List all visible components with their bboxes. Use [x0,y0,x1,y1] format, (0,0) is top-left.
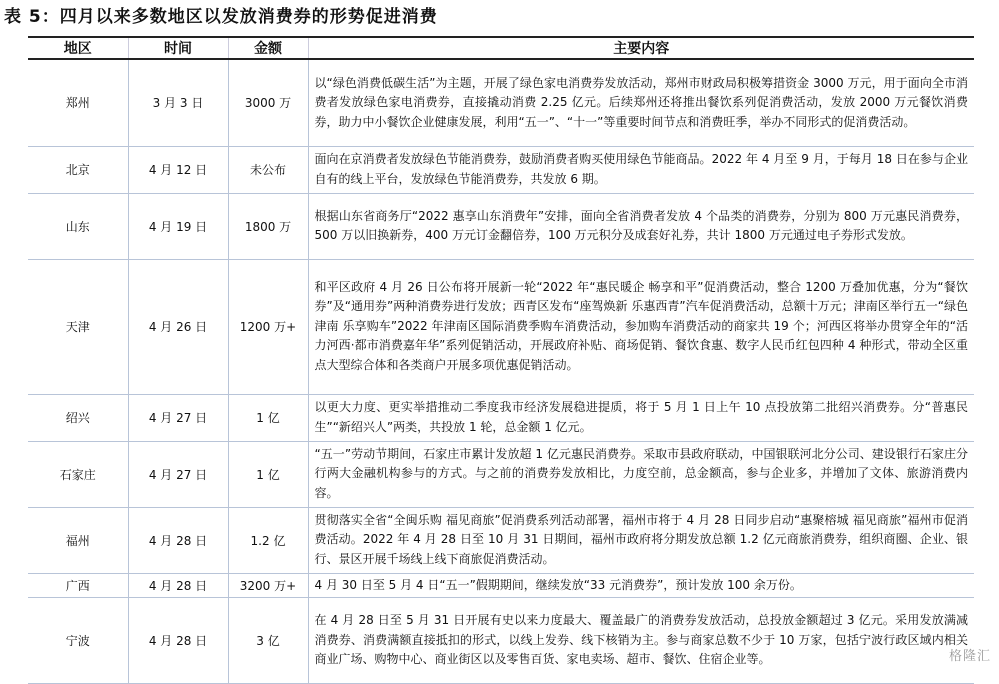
cell-content: 以更大力度、更实举措推动二季度我市经济发展稳进提质，将于 5 月 1 日上午 10 点投放第二批绍兴消费券。分“普惠民生”“新绍兴人”两类，共投放 1 轮，总金额 1 亿元。 [308,394,974,441]
table-row [28,259,974,394]
cell-date: 4 月 28 日 [128,573,228,598]
cell-region: 绍兴 [28,394,128,441]
table-row [28,441,974,507]
cell-region: 石家庄 [28,441,128,507]
cell-region: 郑州 [28,59,128,146]
cell-date: 4 月 28 日 [128,598,228,684]
cell-content: 面向在京消费者发放绿色节能消费券，鼓励消费者购买使用绿色节能商品。2022 年 4 月至 9 月，于每月 18 日在参与企业自有的线上平台，发放绿色节能消费券，共发放 6 期。 [308,146,974,193]
cell-content: 贯彻落实全省“全闽乐购 福见商旅”促消费系列活动部署，福州市将于 4 月 28 日同步启动“惠聚榕城 福见商旅”福州市促消费活动。2022 年 4 月 28 日至 10 月 31 日期间，福州市政府将分期发放总额 1.2 亿元商旅消费券，组织商圈、企业、银行、景区开展千场线上线下商旅促消费活动。 [308,507,974,573]
cell-amount: 3 亿 [228,598,308,684]
consumption-voucher-table [28,36,974,684]
cell-amount: 1800 万 [228,193,308,259]
cell-amount: 1 亿 [228,441,308,507]
cell-date: 4 月 28 日 [128,507,228,573]
table-row [28,507,974,573]
cell-amount: 3200 万+ [228,573,308,598]
cell-region: 山东 [28,193,128,259]
cell-region: 北京 [28,146,128,193]
table-row [28,193,974,259]
cell-date: 4 月 12 日 [128,146,228,193]
table-row [28,573,974,598]
cell-date: 4 月 26 日 [128,259,228,394]
table-header-row [28,37,974,59]
cell-content: 和平区政府 4 月 26 日公布将开展新一轮“2022 年“惠民暖企 畅享和平”促消费活动，整合 1200 万叠加优惠，分为“餐饮券”及“通用券”两种消费券进行发放；西青区发布“座驾焕新 乐惠西青”汽车促消费活动，总额十万元；津南区举行五一“绿色津南 乐享购车”2022 年津南区国际消费季购车消费活动，参加购车消费活动的商家共 19 个；河西区将举办贯穿全年的“活力河西·都市消费嘉年华”系列促销活动，开展政府补贴、商场促销、餐饮食惠、数字人民币红包四种 4 种形式，带动全区重点大型综合体和各类商户开展多项优惠促销活动。 [308,259,974,394]
table-row [28,146,974,193]
header-region: 地区 [28,37,128,59]
cell-content: 4 月 30 日至 5 月 4 日“五一”假期期间，继续发放“33 元消费券”，预计发放 100 余万份。 [308,573,974,598]
cell-region: 福州 [28,507,128,573]
cell-content: “五一”劳动节期间，石家庄市累计发放超 1 亿元惠民消费券。采取市县政府联动，中国银联河北分公司、建设银行石家庄分行两大金融机构参与的方式。与之前的消费券发放相比，力度空前，总金额高，参与企业多，并增加了文体、旅游消费内容。 [308,441,974,507]
cell-amount: 未公布 [228,146,308,193]
cell-region: 天津 [28,259,128,394]
cell-amount: 3000 万 [228,59,308,146]
cell-amount: 1 亿 [228,394,308,441]
cell-content: 根据山东省商务厅“2022 惠享山东消费年”安排，面向全省消费者发放 4 个品类的消费券，分别为 800 万元惠民消费券，500 万以旧换新券，400 万元订金翻倍券，100 万元积分及成套好礼券，共计 1800 万元通过电子券形式发放。 [308,193,974,259]
cell-date: 4 月 27 日 [128,394,228,441]
table-row [28,59,974,146]
cell-content: 在 4 月 28 日至 5 月 31 日开展有史以来力度最大、覆盖最广的消费券发放活动，总投放金额超过 3 亿元。采用发放满减消费券、消费满额直接抵扣的形式，以线上发券、线下核销为主。参与商家总数不少于 10 万家，包括宁波行政区域内相关商业广场、购物中心、商业街区以及零售百货、家电卖场、超市、餐饮、住宿企业等。 [308,598,974,684]
cell-date: 3 月 3 日 [128,59,228,146]
cell-amount: 1.2 亿 [228,507,308,573]
table-caption: 表 5：四月以来多数地区以发放消费券的形势促进消费 [4,7,438,27]
header-content: 主要内容 [308,37,974,59]
cell-region: 广西 [28,573,128,598]
cell-amount: 1200 万+ [228,259,308,394]
header-date: 时间 [128,37,228,59]
cell-date: 4 月 27 日 [128,441,228,507]
table-row [28,598,974,684]
table-row [28,394,974,441]
watermark-logo: 格隆汇 [948,649,991,664]
cell-content: 以“绿色消费低碳生活”为主题，开展了绿色家电消费券发放活动，郑州市财政局积极筹措资金 3000 万元，用于面向全市消费者发放绿色家电消费券，直接撬动消费 2.25 亿元。后续郑州还将推出餐饮系列促消费活动，发放 2000 万元餐饮消费券，助力中小餐饮企业健康发展，利用“五一”、“十一”等重要时间节点和消费旺季，举办不同形式的促消费活动。 [308,59,974,146]
cell-date: 4 月 19 日 [128,193,228,259]
header-amount: 金额 [228,37,308,59]
cell-region: 宁波 [28,598,128,684]
